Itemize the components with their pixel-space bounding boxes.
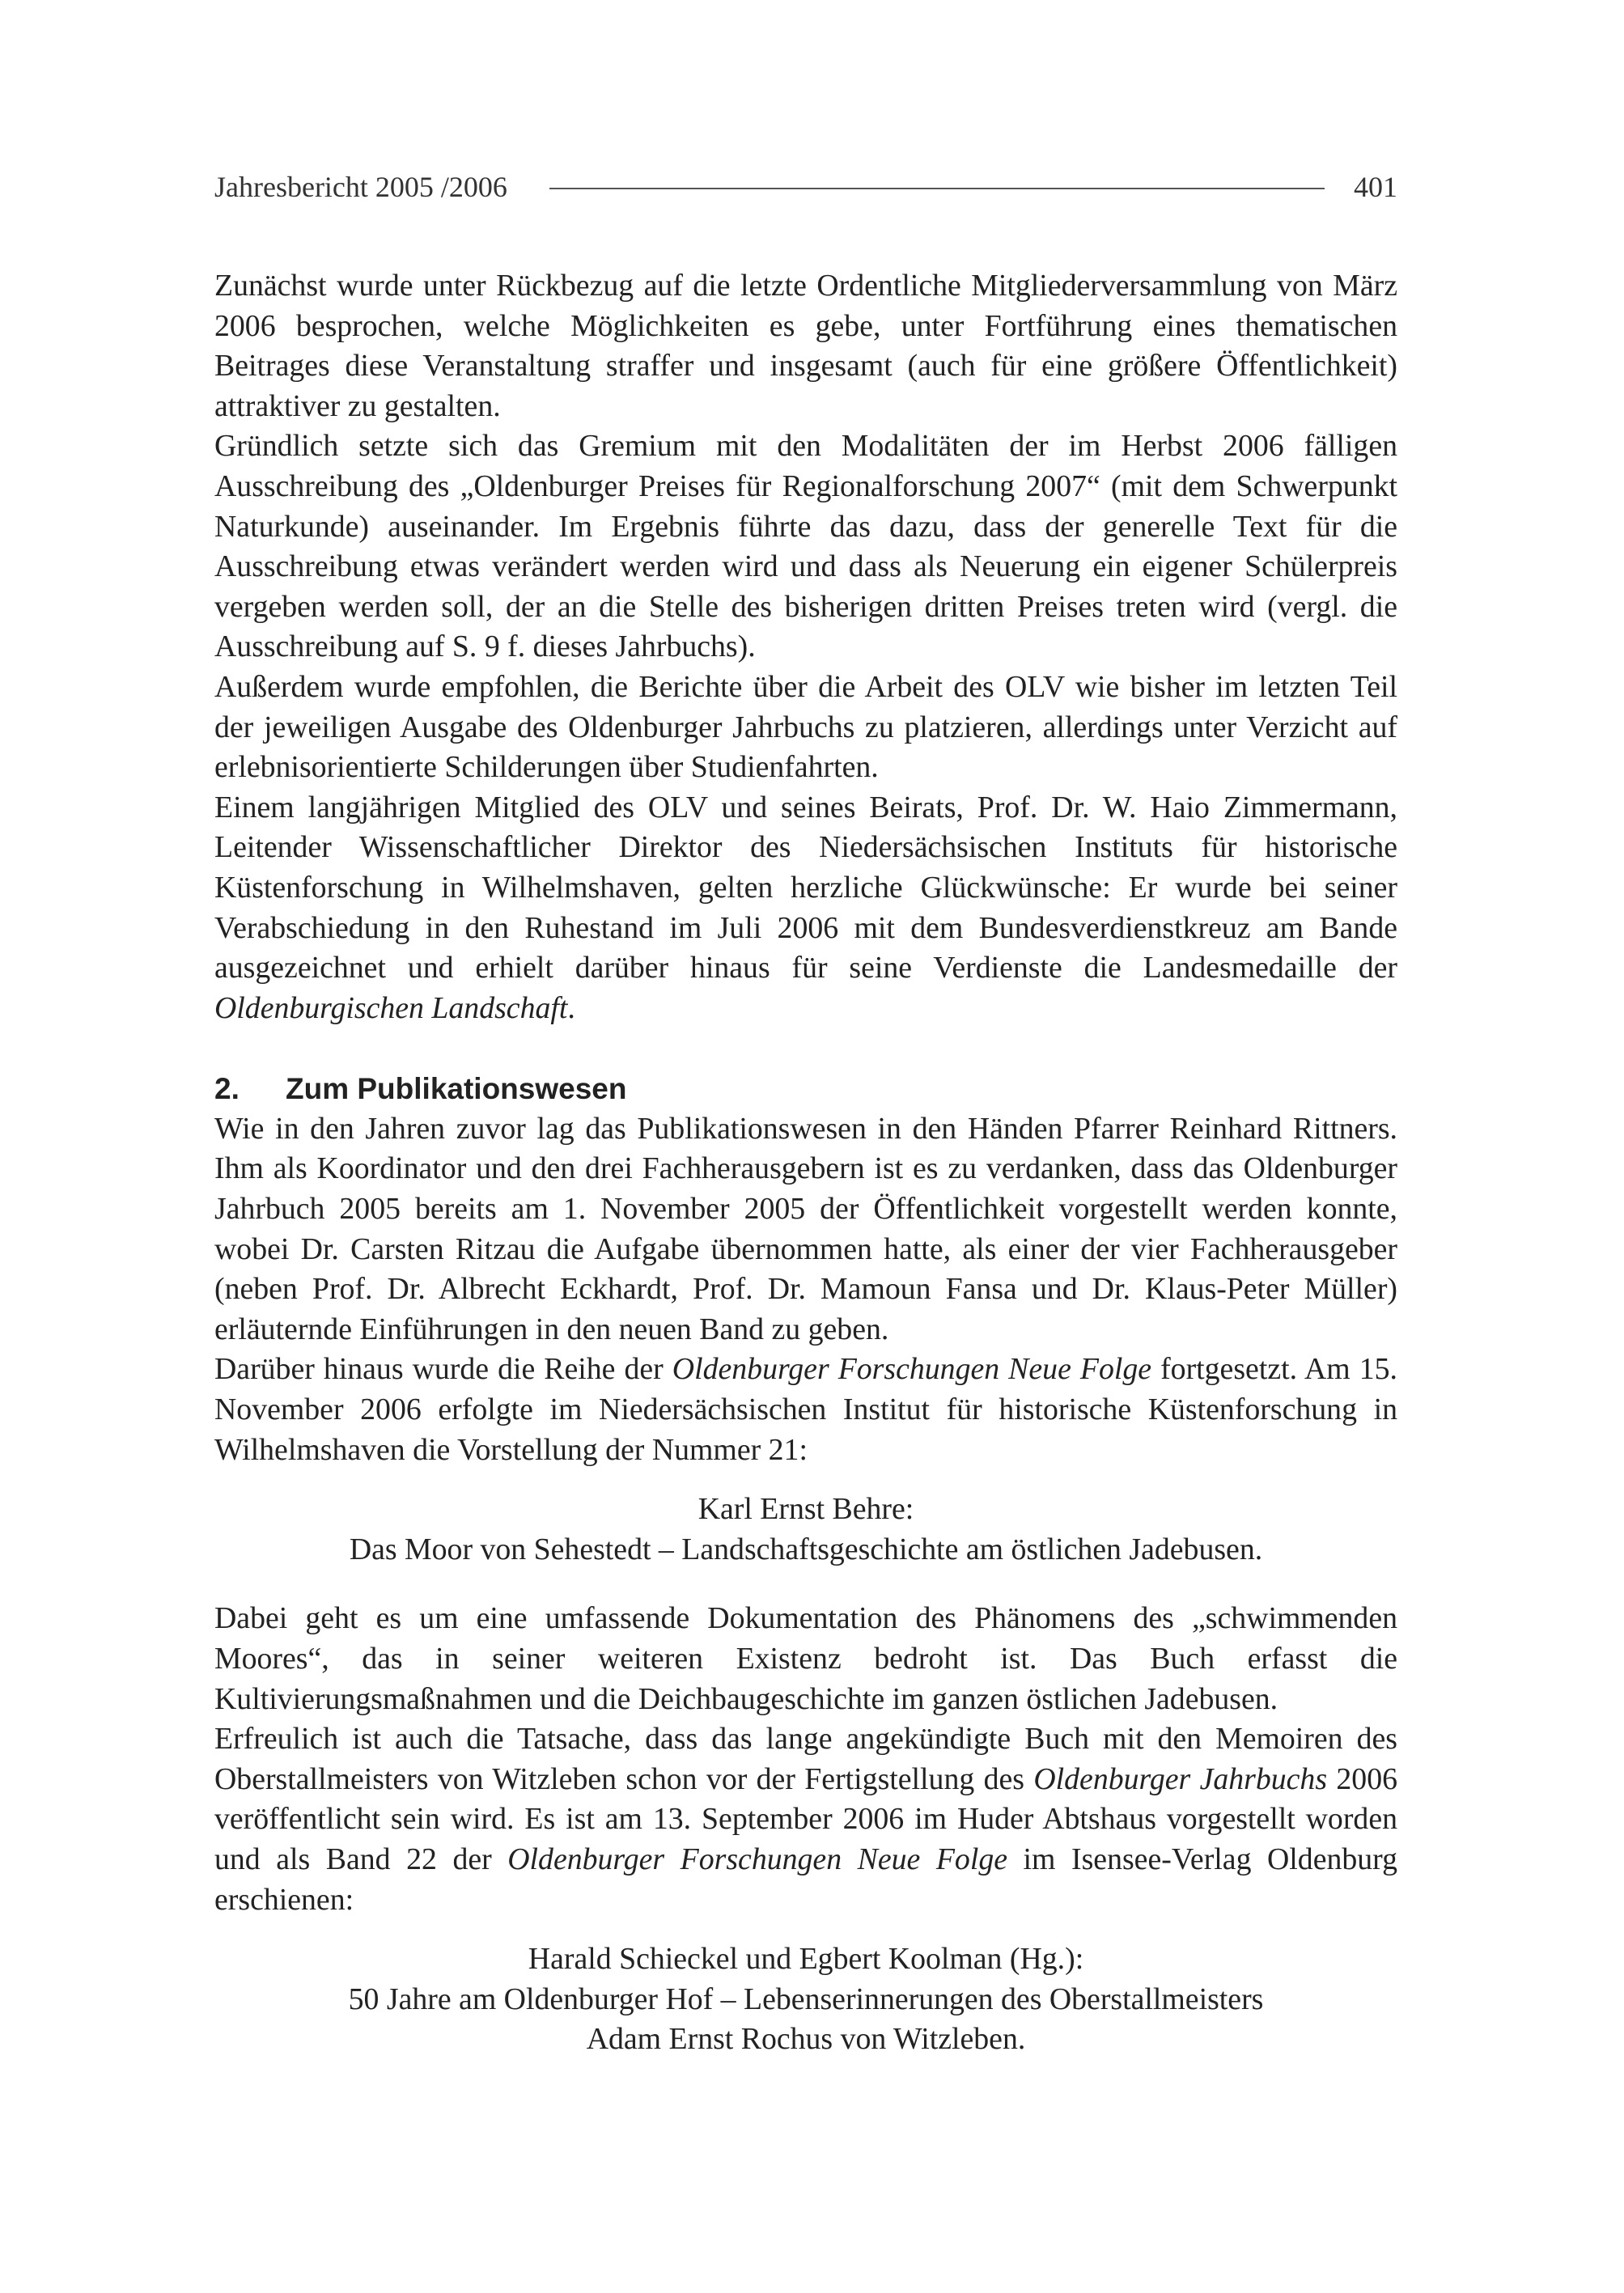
section-paragraph-4-c: im Isensee-Verlag Oldenburg erschienen:	[214, 1842, 1397, 1917]
header-rule	[549, 188, 1325, 189]
section-title: Zum Publikationswesen	[286, 1072, 627, 1106]
series-title-italic-2: Oldenburger Forschungen Neue Folge	[507, 1842, 1008, 1876]
citation-1-author: Karl Ernst Behre:	[698, 1492, 914, 1527]
citation-1	[214, 1490, 1397, 1570]
paragraph-1: Zunächst wurde unter Rückbezug auf die letzte Ordentliche Mitgliederversammlung von März 2006 besprochen, welche Möglichkeiten es gebe, unter Fortführung eines thematischen Beitrages diese Veranstaltung straffer und insgesamt (auch für eine größere Öffentlichkeit) attraktiver zu gestalten.	[214, 269, 1397, 423]
section-paragraph-2-b: fortgesetzt. Am 15. November 2006 erfolgte im Niedersächsischen Institut für historische Küstenforschung in Wilhelmshaven die Vorstellung der Nummer 21:	[214, 1352, 1397, 1467]
section-paragraph-3: Dabei geht es um eine umfassende Dokumentation des Phänomens des „schwimmenden Moores“, das in seiner weiteren Existenz bedroht ist. Das Buch erfasst die Kultivierungsmaßnahmen und die Deichbaugeschichte im ganzen östlichen Jadebusen.	[214, 1601, 1397, 1716]
section-paragraph-2	[214, 1350, 1397, 1470]
paragraph-2: Gründlich setzte sich das Gremium mit den Modalitäten der im Herbst 2006 fälligen Ausschreibung des „Oldenburger Preises für Regionalforschung 2007“ (mit dem Schwerpunkt Naturkunde) auseinander. Im Ergebnis führte das dazu, dass der generelle Text für die Ausschreibung etwas verändert werden wird und dass als Neuerung ein eigener Schülerpreis vergeben werden soll, der an die Stelle des bisherigen dritten Preises treten wird (vergl. die Ausschreibung auf S. 9 f. dieses Jahrbuchs).	[214, 429, 1397, 664]
section-paragraph-1: Wie in den Jahren zuvor lag das Publikationswesen in den Händen Pfarrer Reinhard Rittners. Ihm als Koordinator und den drei Fachherausgebern ist es zu verdanken, dass das Oldenburger Jahrbuch 2005 bereits am 1. November 2005 der Öffentlichkeit vorgestellt werden konnte, wobei Dr. Carsten Ritzau die Aufgabe übernommen hatte, als einer der vier Fachherausgeber (neben Prof. Dr. Albrecht Eckhardt, Prof. Dr. Mamoun Fansa und Dr. Klaus-Peter Müller) erläuternde Einführungen in den neuen Band zu geben.	[214, 1111, 1397, 1346]
citation-2-title-line-1: 50 Jahre am Oldenburger Hof – Lebenserinnerungen des Oberstallmeisters	[348, 1981, 1264, 2016]
citation-2-authors: Harald Schieckel und Egbert Koolman (Hg.):	[528, 1942, 1084, 1977]
spacer	[214, 1570, 1397, 1599]
page-number: 401	[1354, 171, 1397, 203]
paragraph-4-italic: Oldenburgischen Landschaft	[214, 990, 568, 1025]
section-paragraph-2-a: Darüber hinaus wurde die Reihe der	[214, 1352, 672, 1387]
jahrbuch-title-italic: Oldenburger Jahrbuchs	[1033, 1761, 1328, 1796]
series-title-italic: Oldenburger Forschungen Neue Folge	[672, 1352, 1152, 1387]
citation-1-title: Das Moor von Sehestedt – Landschaftsgeschichte am östlichen Jadebusen.	[349, 1532, 1263, 1566]
section-number: 2.	[214, 1072, 240, 1106]
section-paragraph-4-b: 2006 veröffentlicht sein wird. Es ist am 13. September 2006 im Huder Abtshaus vorgestellt worden und als Band 22 der	[214, 1761, 1397, 1876]
section-paragraph-4-a: Erfreulich ist auch die Tatsache, dass das lange angekündigte Buch mit den Memoiren des Oberstallmeisters von Witzleben schon vor der Fertigstellung des	[214, 1722, 1397, 1796]
paragraph-4-text: Einem langjährigen Mitglied des OLV und seines Beirats, Prof. Dr. W. Haio Zimmermann, Leitender Wissenschaftlicher Direktor des Niedersächsischen Instituts für historische Küstenforschung in Wilhelmshaven, gelten herzliche Glückwünsche: Er wurde bei seiner Verabschiedung in den Ruhestand im Juli 2006 mit dem Bundesverdienstkreuz am Bande ausgezeichnet und erhielt darüber hinaus für seine Verdienste die Landesmedaille der	[214, 790, 1397, 985]
header-title: Jahresbericht 2005 /2006	[214, 171, 507, 203]
running-header	[214, 166, 1397, 208]
paragraph-3: Außerdem wurde empfohlen, die Berichte über die Arbeit des OLV wie bisher im letzten Teil der jeweiligen Ausgabe des Oldenburger Jahrbuchs zu platzieren, allerdings unter Verzicht auf erlebnisorientierte Schilderungen über Studienfahrten.	[214, 669, 1397, 785]
paragraph-4-end: .	[567, 990, 575, 1025]
document-page	[214, 166, 1397, 2060]
citation-2-title-line-2: Adam Ernst Rochus von Witzleben.	[586, 2022, 1026, 2057]
paragraph-4	[214, 788, 1397, 1029]
body-text	[214, 266, 1397, 2060]
citation-2	[214, 1939, 1397, 2060]
section-heading	[214, 1069, 1397, 1109]
section-paragraph-4	[214, 1719, 1397, 1920]
